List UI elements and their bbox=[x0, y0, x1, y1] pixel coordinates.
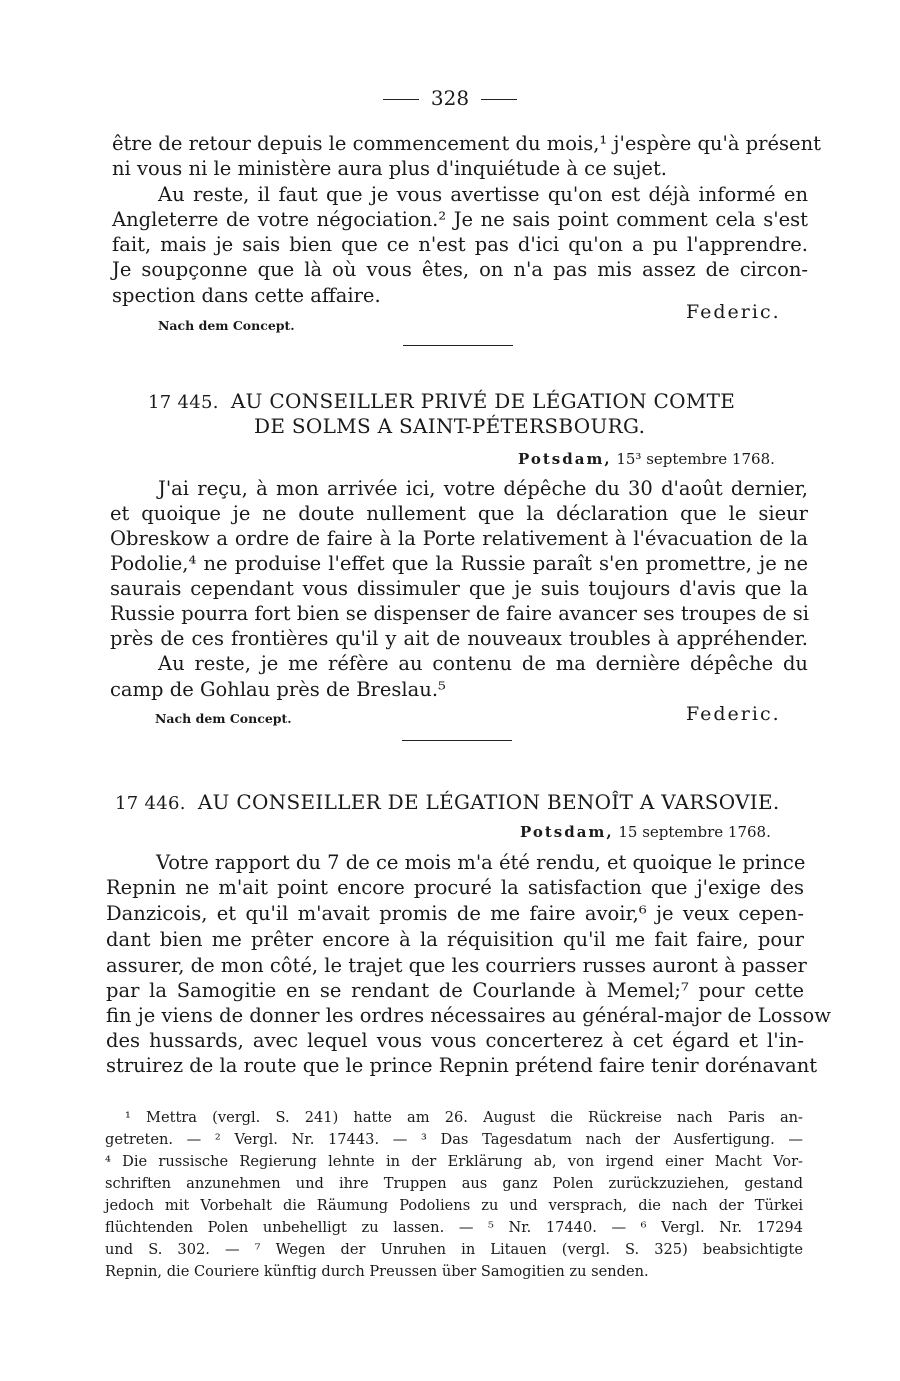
dateline bbox=[518, 450, 775, 468]
text-line: fin je viens de donner les ordres nécessaires au général-major de Lossow bbox=[106, 1004, 831, 1027]
text-line: camp de Gohlau près de Breslau.⁵ bbox=[110, 678, 446, 701]
footnote-line: Repnin, die Couriere künftig durch Preussen über Samogitien zu senden. bbox=[105, 1263, 649, 1280]
footnote-line: schriften anzunehmen und ihre Truppen aus ganz Polen zurückzuziehen, gestand bbox=[105, 1175, 803, 1192]
text-line: Russie pourra fort bien se dispenser de faire avancer ses troupes de si bbox=[110, 602, 810, 625]
letter-heading bbox=[148, 389, 735, 413]
text-line: dant bien me prêter encore à la réquisition qu'il me fait faire, pour bbox=[106, 928, 804, 951]
text-line: struirez de la route que le prince Repnin prétend faire tenir dorénavant bbox=[106, 1054, 818, 1077]
signature: Federic. bbox=[686, 703, 781, 725]
dash-left bbox=[383, 99, 419, 100]
footnote-line: getreten. — ² Vergl. Nr. 17443. — ³ Das Tagesdatum nach der Ausfertigung. — bbox=[105, 1131, 803, 1148]
text-line: Repnin ne m'ait point encore procuré la satisfaction que j'exige des bbox=[106, 876, 804, 899]
letter-heading-line1: AU CONSEILLER DE LÉGATION BENOÎT A VARSOVIE. bbox=[197, 790, 780, 814]
letter-heading-line1: AU CONSEILLER PRIVÉ DE LÉGATION COMTE bbox=[230, 389, 736, 413]
text-line: ni vous ni le ministère aura plus d'inquiétude à ce sujet. bbox=[112, 157, 668, 180]
text-line: saurais cependant vous dissimuler que je suis toujours d'avis que la bbox=[110, 577, 808, 600]
text-line: J'ai reçu, à mon arrivée ici, votre dépêche du 30 d'août dernier, bbox=[158, 477, 808, 500]
page-number-row bbox=[0, 86, 900, 110]
text-line: Au reste, il faut que je vous avertisse qu'on est déjà informé en bbox=[158, 183, 808, 206]
letter-number: 17 446. bbox=[115, 793, 186, 814]
text-line: Obreskow a ordre de faire à la Porte relativement à l'évacuation de la bbox=[110, 527, 808, 550]
text-line: être de retour depuis le commencement du mois,¹ j'espère qu'à présent bbox=[112, 132, 821, 155]
letter-number: 17 445. bbox=[148, 392, 219, 413]
place: Potsdam, bbox=[520, 823, 614, 841]
text-line: Je soupçonne que là où vous êtes, on n'a pas mis assez de circon- bbox=[112, 258, 808, 281]
text-line: Danzicois, et qu'il m'avait promis de me faire avoir,⁶ je veux cepen- bbox=[106, 902, 804, 925]
text-line: Votre rapport du 7 de ce mois m'a été rendu, et quoique le prince bbox=[156, 851, 806, 874]
place: Potsdam, bbox=[518, 450, 612, 468]
separator-rule bbox=[403, 345, 513, 346]
text-line: fait, mais je sais bien que ce n'est pas d'ici qu'on a pu l'apprendre. bbox=[112, 233, 808, 256]
text-line: Podolie,⁴ ne produise l'effet que la Russie paraît s'en promettre, je ne bbox=[110, 552, 808, 575]
text-line: des hussards, avec lequel vous vous concerterez à cet égard et l'in- bbox=[106, 1029, 804, 1052]
footnote-line: und S. 302. — ⁷ Wegen der Unruhen in Litauen (vergl. S. 325) beabsichtigte bbox=[105, 1241, 803, 1258]
text-line: par la Samogitie en se rendant de Courlande à Memel;⁷ pour cette bbox=[106, 979, 804, 1002]
footnote-line: flüchtenden Polen unbehelligt zu lassen. — ⁵ Nr. 17440. — ⁶ Vergl. Nr. 17294 bbox=[105, 1219, 803, 1236]
page-number: 328 bbox=[430, 86, 470, 110]
date: 15³ septembre 1768. bbox=[616, 450, 775, 468]
dash-right bbox=[481, 99, 517, 100]
text-line: Angleterre de votre négociation.² Je ne sais point comment cela s'est bbox=[112, 208, 808, 231]
footnote-line: jedoch mit Vorbehalt die Räumung Podoliens zu und versprach, die nach der Türkei bbox=[105, 1197, 803, 1214]
date: 15 septembre 1768. bbox=[618, 823, 771, 841]
separator-rule bbox=[402, 740, 512, 741]
letter-heading-line2: DE SOLMS A SAINT-PÉTERSBOURG. bbox=[254, 414, 646, 438]
footnote-line: ⁴ Die russische Regierung lehnte in der Erklärung ab, von irgend einer Macht Vor- bbox=[105, 1153, 803, 1170]
signature: Federic. bbox=[686, 301, 781, 323]
text-line: Au reste, je me réfère au contenu de ma dernière dépêche du bbox=[158, 652, 808, 675]
letter-heading bbox=[115, 790, 780, 814]
text-line: assurer, de mon côté, le trajet que les courriers russes auront à passer bbox=[106, 954, 807, 977]
source-note: Nach dem Concept. bbox=[158, 318, 295, 333]
text-line: et quoique je ne doute nullement que la déclaration que le sieur bbox=[110, 502, 808, 525]
footnote-line: ¹ Mettra (vergl. S. 241) hatte am 26. August die Rückreise nach Paris an- bbox=[125, 1109, 803, 1126]
dateline bbox=[520, 823, 771, 841]
text-line: spection dans cette affaire. bbox=[112, 284, 381, 307]
source-note: Nach dem Concept. bbox=[155, 711, 292, 726]
text-line: près de ces frontières qu'il y ait de nouveaux troubles à appréhender. bbox=[110, 627, 808, 650]
